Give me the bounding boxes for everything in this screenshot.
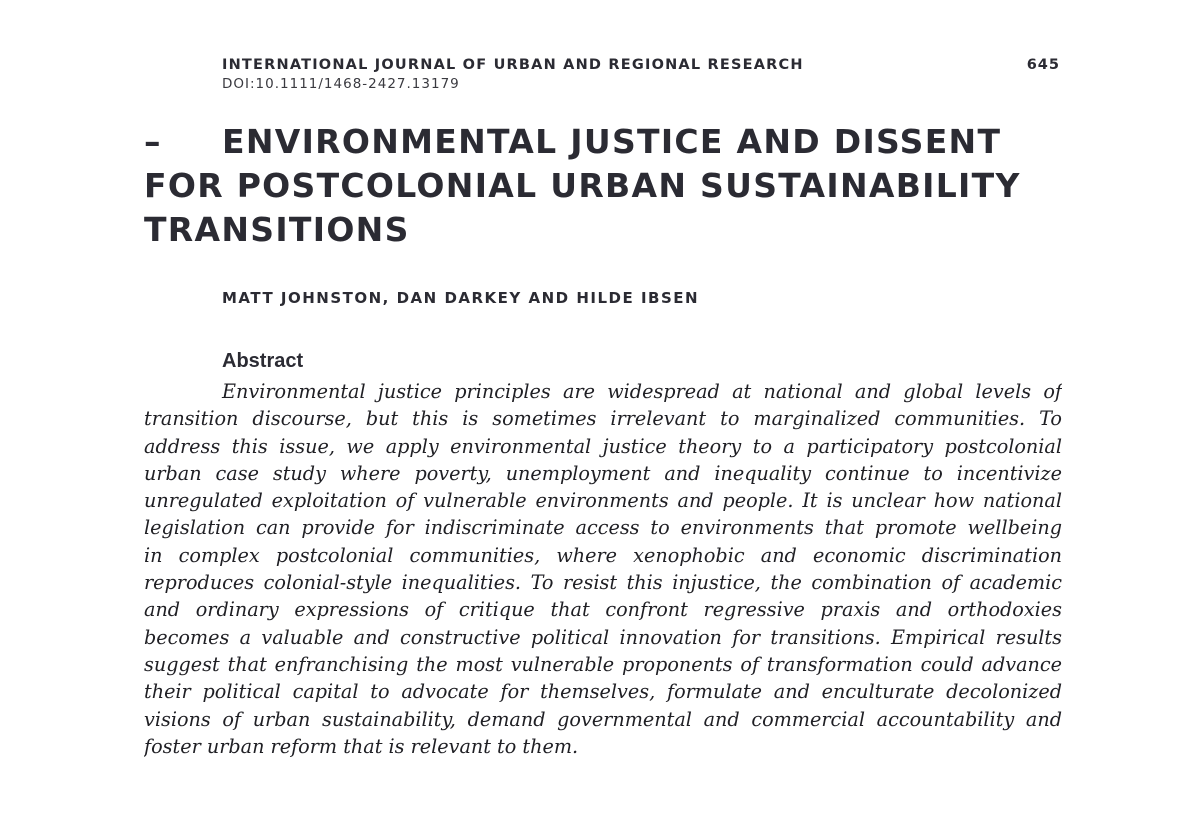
abstract-line: visions of urban sustainability, demand governmental and commercial accountability and [144, 707, 1062, 731]
abstract-line: urban case study where poverty, unemployment and inequality continue to incentivize [144, 461, 1062, 485]
journal-name: INTERNATIONAL JOURNAL OF URBAN AND REGIONAL RESEARCH [222, 57, 804, 73]
abstract-line: and ordinary expressions of critique that confront regressive praxis and orthodoxies [144, 598, 1062, 622]
abstract-line: in complex postcolonial communities, where xenophobic and economic discrimination [144, 543, 1062, 567]
abstract-line: becomes a valuable and constructive political innovation for transitions. Empirical results [144, 625, 1062, 649]
title-dash: – [144, 122, 162, 161]
abstract-line: Environmental justice principles are widespread at national and global levels of [222, 380, 1062, 403]
abstract-line: unregulated exploitation of vulnerable environments and people. It is unclear how national [144, 489, 1062, 513]
abstract-line: foster urban reform that is relevant to them. [144, 734, 579, 758]
title-line-1 [144, 120, 1044, 164]
abstract-line: their political capital to advocate for themselves, formulate and enculturate decolonized [144, 680, 1062, 704]
abstract-line: transition discourse, but this is sometimes irrelevant to marginalized communities. To [144, 407, 1062, 431]
article-title [144, 120, 1044, 252]
title-line-1-text: ENVIRONMENTAL JUSTICE AND DISSENT [222, 122, 1002, 161]
abstract-line: reproduces colonial-style inequalities. To resist this injustice, the combination of academic [144, 571, 1062, 595]
abstract-line: address this issue, we apply environmental justice theory to a participatory postcolonial [144, 434, 1062, 458]
page-number: 645 [1026, 57, 1060, 73]
title-line-2: FOR POSTCOLONIAL URBAN SUSTAINABILITY [144, 166, 1021, 205]
doi: DOI:10.1111/1468-2427.13179 [222, 76, 460, 92]
abstract-line: suggest that enfranchising the most vulnerable proponents of transformation could advance [144, 652, 1062, 676]
abstract-heading: Abstract [222, 350, 304, 372]
title-line-3: TRANSITIONS [144, 210, 410, 249]
authors: MATT JOHNSTON, DAN DARKEY AND HILDE IBSEN [222, 289, 700, 307]
abstract-line: legislation can provide for indiscriminate access to environments that promote wellbeing [144, 516, 1062, 540]
abstract-body [144, 378, 1062, 760]
